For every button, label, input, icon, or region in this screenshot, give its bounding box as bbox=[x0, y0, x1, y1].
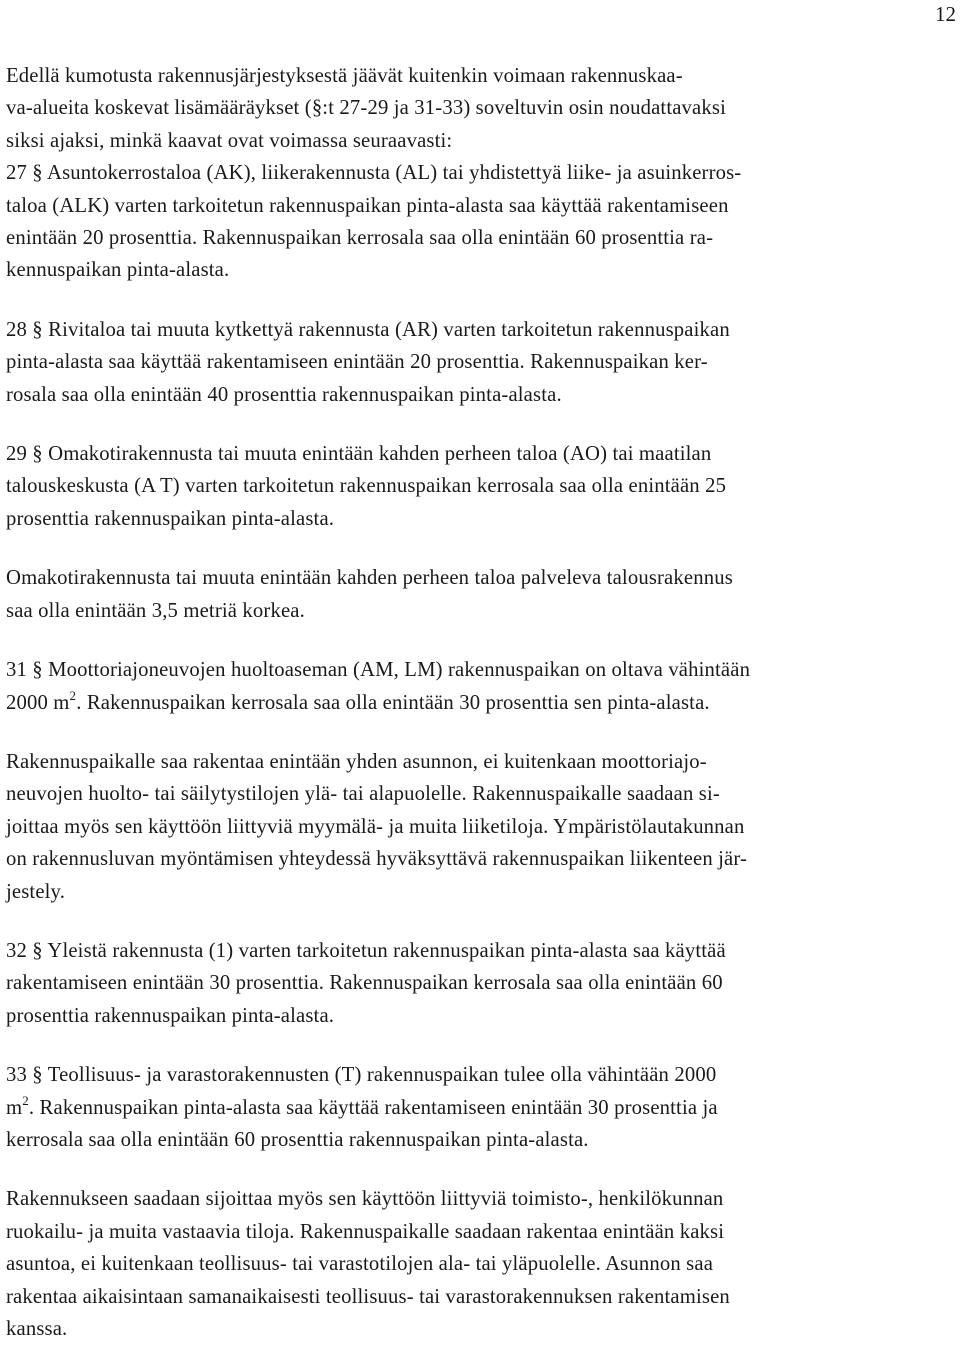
text-line: 27 § Asuntokerrostaloa (AK), liikerakennusta (AL) tai yhdistettyä liike- ja asuinkerros- bbox=[6, 162, 742, 185]
paragraph-gap bbox=[6, 908, 944, 935]
text-line: joittaa myös sen käyttöön liittyviä myymälä- ja muita liiketiloja. Ympäristölautakunnan bbox=[6, 815, 745, 838]
text-fragment: m bbox=[6, 1096, 23, 1119]
paragraph-section-31-usage bbox=[6, 746, 944, 908]
text-fragment: 2000 m bbox=[6, 691, 70, 714]
paragraph-section-33-usage bbox=[6, 1183, 944, 1345]
text-line bbox=[6, 1092, 944, 1124]
text-line: pinta-alasta saa käyttää rakentamiseen enintään 20 prosenttia. Rakennuspaikan ker- bbox=[6, 351, 708, 374]
paragraph-gap bbox=[6, 1032, 944, 1059]
paragraph-gap bbox=[6, 287, 944, 314]
paragraph-section-33 bbox=[6, 1059, 944, 1156]
paragraph-gap bbox=[6, 1156, 944, 1183]
text-line: kanssa. bbox=[6, 1318, 68, 1340]
text-line: kerrosala saa olla enintään 60 prosenttia rakennuspaikan pinta-alasta. bbox=[6, 1128, 589, 1151]
text-line: Rakennuspaikalle saa rakentaa enintään yhden asunnon, ei kuitenkaan moottoriajo- bbox=[6, 750, 707, 773]
text-line: rakentaa aikaisintaan samanaikaisesti teollisuus- tai varastorakennuksen rakentamisen bbox=[6, 1285, 730, 1308]
document-body bbox=[6, 60, 944, 1345]
text-line bbox=[6, 687, 944, 719]
text-line: on rakennusluvan myöntämisen yhteydessä hyväksyttävä rakennuspaikan liikenteen jär- bbox=[6, 848, 748, 871]
paragraph-gap bbox=[6, 627, 944, 654]
superscript: 2 bbox=[22, 1092, 29, 1108]
text-line: ruokailu- ja muita vastaavia tiloja. Rakennuspaikalle saadaan rakentaa enintään kaksi bbox=[6, 1220, 725, 1243]
text-line: va-alueita koskevat lisämääräykset (§:t 27-29 ja 31-33) soveltuvin osin noudattavaksi bbox=[6, 97, 726, 120]
paragraph-intro bbox=[6, 60, 944, 287]
text-line: saa olla enintään 3,5 metriä korkea. bbox=[6, 599, 305, 622]
paragraph-section-28 bbox=[6, 314, 944, 411]
text-line: prosenttia rakennuspaikan pinta-alasta. bbox=[6, 1004, 335, 1027]
superscript: 2 bbox=[69, 687, 77, 703]
text-line: talouskeskusta (A T) varten tarkoitetun rakennuspaikan kerrosala saa olla enintään 25 bbox=[6, 475, 727, 498]
text-line: prosenttia rakennuspaikan pinta-alasta. bbox=[6, 507, 335, 530]
text-line: 33 § Teollisuus- ja varastorakennusten (T) rakennuspaikan tulee olla vähintään 2000 bbox=[6, 1064, 717, 1087]
paragraph-gap bbox=[6, 719, 944, 746]
text-line: Rakennukseen saadaan sijoittaa myös sen käyttöön liittyviä toimisto-, henkilökunnan bbox=[6, 1188, 724, 1211]
text-line: 31 § Moottoriajoneuvojen huoltoaseman (AM, LM) rakennuspaikan on oltava vähintään bbox=[6, 659, 751, 682]
text-line: neuvojen huolto- tai säilytystilojen ylä- tai alapuolelle. Rakennuspaikalle saadaan si- bbox=[6, 783, 720, 806]
paragraph-gap bbox=[6, 411, 944, 438]
text-line: rosala saa olla enintään 40 prosenttia rakennuspaikan pinta-alasta. bbox=[6, 383, 562, 406]
text-line: jestely. bbox=[6, 880, 66, 903]
text-line: asuntoa, ei kuitenkaan teollisuus- tai varastotilojen ala- tai yläpuolelle. Asunnon saa bbox=[6, 1253, 714, 1276]
paragraph-gap bbox=[6, 535, 944, 562]
paragraph-section-31 bbox=[6, 654, 944, 719]
text-fragment: . Rakennuspaikan kerrosala saa olla enintään 30 prosenttia sen pinta-alasta. bbox=[76, 691, 710, 714]
text-line: 32 § Yleistä rakennusta (1) varten tarkoitetun rakennuspaikan pinta-alasta saa käyttää bbox=[6, 939, 726, 962]
text-line: rakentamiseen enintään 30 prosenttia. Rakennuspaikan kerrosala saa olla enintään 60 bbox=[6, 972, 723, 995]
text-line: Omakotirakennusta tai muuta enintään kahden perheen taloa palveleva talousrakennus bbox=[6, 567, 733, 590]
paragraph-section-32 bbox=[6, 935, 944, 1032]
text-line: kennuspaikan pinta-alasta. bbox=[6, 259, 230, 282]
text-line: taloa (ALK) varten tarkoitetun rakennuspaikan pinta-alasta saa käyttää rakentamiseen bbox=[6, 194, 729, 217]
text-line: 29 § Omakotirakennusta tai muuta enintään kahden perheen taloa (AO) tai maatilan bbox=[6, 443, 712, 466]
text-line: siksi ajaksi, minkä kaavat ovat voimassa seuraavasti: bbox=[6, 129, 453, 152]
paragraph-section-29-outbuilding bbox=[6, 562, 944, 627]
text-line: Edellä kumotusta rakennusjärjestyksestä jäävät kuitenkin voimaan rakennuskaa- bbox=[6, 65, 683, 87]
text-line: enintään 20 prosenttia. Rakennuspaikan kerrosala saa olla enintään 60 prosenttia ra- bbox=[6, 227, 714, 250]
paragraph-section-29 bbox=[6, 438, 944, 535]
text-line: 28 § Rivitaloa tai muuta kytkettyä rakennusta (AR) varten tarkoitetun rakennuspaikan bbox=[6, 318, 730, 341]
page-number: 12 bbox=[935, 2, 956, 26]
text-fragment: . Rakennuspaikan pinta-alasta saa käyttää rakentamiseen enintään 30 prosenttia ja bbox=[28, 1096, 718, 1119]
